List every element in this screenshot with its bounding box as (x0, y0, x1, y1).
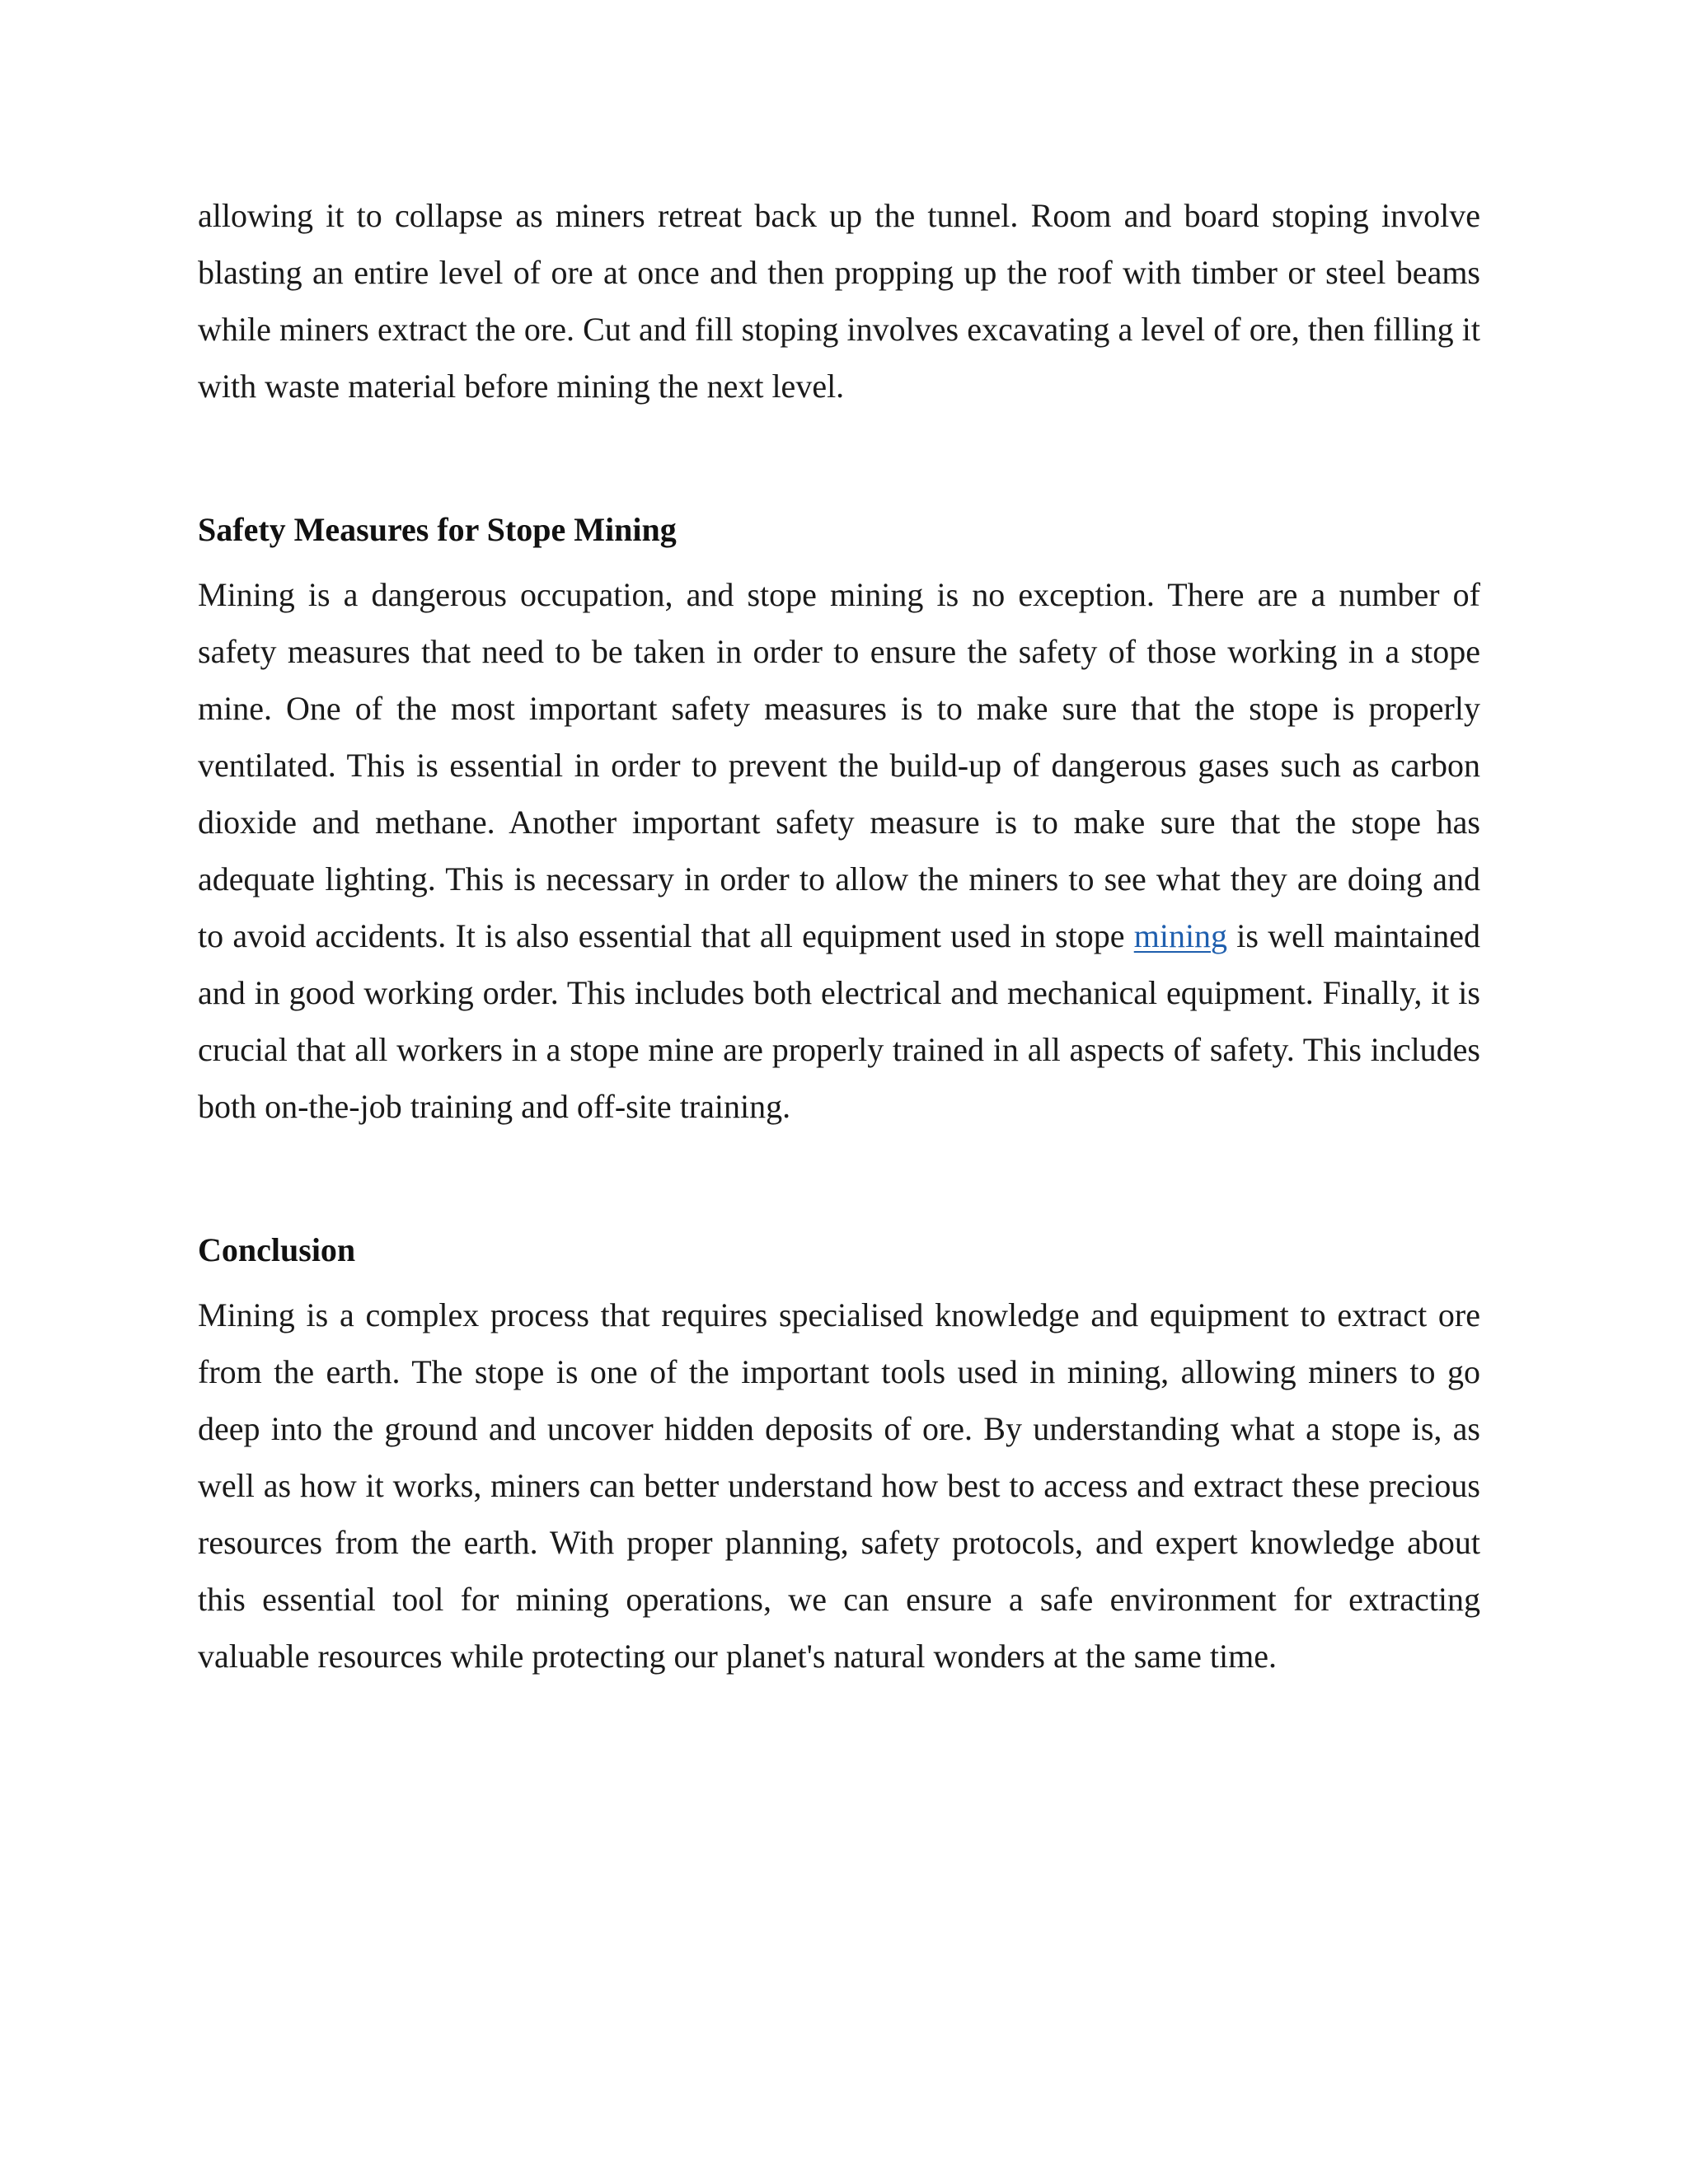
section-spacer (198, 415, 1480, 501)
safety-text-before-link: Mining is a dangerous occupation, and stope mining is no exception. There are a number of safety measures that need to be taken in order to ensure the safety of those working in a stope mine. One of the most important safety measures is to make sure that the stope is properly ventilated. This is essential in order to prevent the build-up of dangerous gases such as carbon dioxide and methane. Another important safety measure is to make sure that the stope has adequate lighting. This is necessary in order to allow the miners to see what they are doing and to avoid accidents. It is also essential that all equipment used in stope (198, 576, 1480, 954)
mining-link[interactable]: mining (1133, 917, 1228, 954)
conclusion-heading: Conclusion (198, 1231, 356, 1268)
intro-paragraph: allowing it to collapse as miners retreat back up the tunnel. Room and board stoping involve blasting an entire level of ore at once and then propping up the roof with timber or steel beams while miners extract the ore. Cut and fill stoping involves excavating a level of ore, then filling it with waste material before mining the next level. (198, 197, 1480, 405)
section-spacer (198, 1135, 1480, 1221)
safety-text-after-link: is well maintained and in good working order. This includes both electrical and mechanical equipment. Finally, it is crucial that all workers in a stope mine are properly trained in all aspects of safety. This includes both on-the-job training and off-site training. (198, 917, 1481, 1125)
safety-paragraph (198, 566, 1480, 1135)
heading-spacer (198, 558, 1480, 566)
safety-section-heading: Safety Measures for Stope Mining (198, 511, 677, 548)
heading-spacer (198, 1278, 1480, 1286)
document-body (198, 187, 1480, 1685)
conclusion-paragraph: Mining is a complex process that requires specialised knowledge and equipment to extract ore from the earth. The stope is one of the important tools used in mining, allowing miners to go deep into the ground and uncover hidden deposits of ore. By understanding what a stope is, as well as how it works, miners can better understand how best to access and extract these precious resources from the earth. With proper planning, safety protocols, and expert knowledge about this essential tool for mining operations, we can ensure a safe environment for extracting valuable resources while protecting our planet's natural wonders at the same time. (198, 1296, 1480, 1675)
